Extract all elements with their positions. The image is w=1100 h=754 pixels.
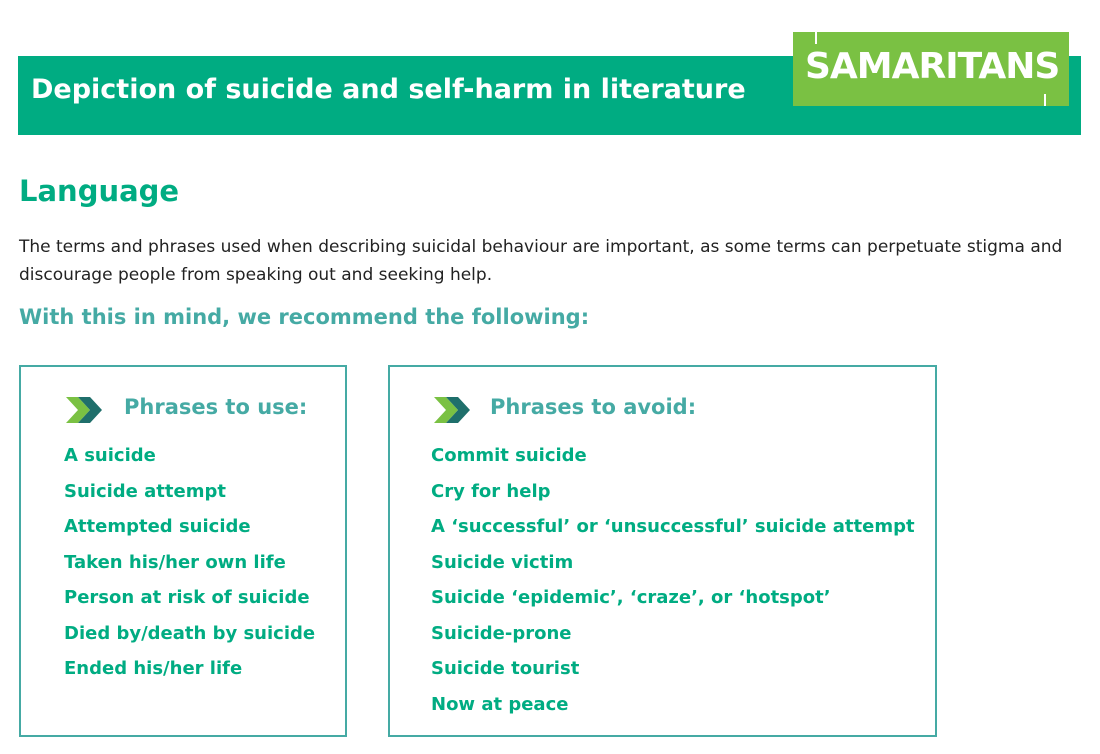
document-title: Depiction of suicide and self-harm in literature bbox=[31, 74, 746, 105]
phrases-to-avoid-list bbox=[431, 443, 915, 727]
list-item: Died by/death by suicide bbox=[64, 622, 316, 644]
phrases-to-avoid-box bbox=[388, 365, 937, 737]
list-item: Cry for help bbox=[431, 480, 551, 502]
double-chevron-right-icon bbox=[432, 395, 480, 425]
phrases-to-use-box bbox=[19, 365, 347, 737]
logo-tick-top bbox=[815, 32, 817, 44]
list-item: Now at peace bbox=[431, 693, 569, 715]
list-item: Suicide ‘epidemic’, ‘craze’, or ‘hotspot’ bbox=[431, 587, 831, 608]
list-item: Ended his/her life bbox=[64, 658, 243, 679]
logo-tick-bottom bbox=[1044, 94, 1046, 106]
logo-text: SAMARITANS bbox=[805, 46, 1060, 87]
list-item: Commit suicide bbox=[431, 445, 587, 466]
list-item: Taken his/her own life bbox=[64, 551, 286, 573]
intro-paragraph: The terms and phrases used when describing suicidal behaviour are important, as some terms can perpetuate stigma and discourage people from speaking out and seeking help. bbox=[19, 237, 1063, 285]
list-item: Suicide tourist bbox=[431, 658, 580, 679]
section-heading: Language bbox=[19, 174, 180, 208]
list-item: A suicide bbox=[64, 445, 156, 466]
double-chevron-right-icon bbox=[64, 395, 112, 425]
samaritans-logo bbox=[793, 32, 1069, 106]
phrases-to-use-title: Phrases to use: bbox=[124, 395, 308, 419]
list-item: A ‘successful’ or ‘unsuccessful’ suicide attempt bbox=[431, 516, 915, 537]
phrases-to-use-list bbox=[64, 443, 315, 692]
list-item: Suicide attempt bbox=[64, 480, 226, 502]
list-item: Suicide victim bbox=[431, 551, 574, 573]
phrases-to-avoid-title: Phrases to avoid: bbox=[490, 395, 697, 419]
recommendation-subheading: With this in mind, we recommend the following: bbox=[19, 305, 590, 329]
list-item: Person at risk of suicide bbox=[64, 587, 310, 608]
list-item: Attempted suicide bbox=[64, 516, 251, 537]
list-item: Suicide-prone bbox=[431, 622, 572, 644]
